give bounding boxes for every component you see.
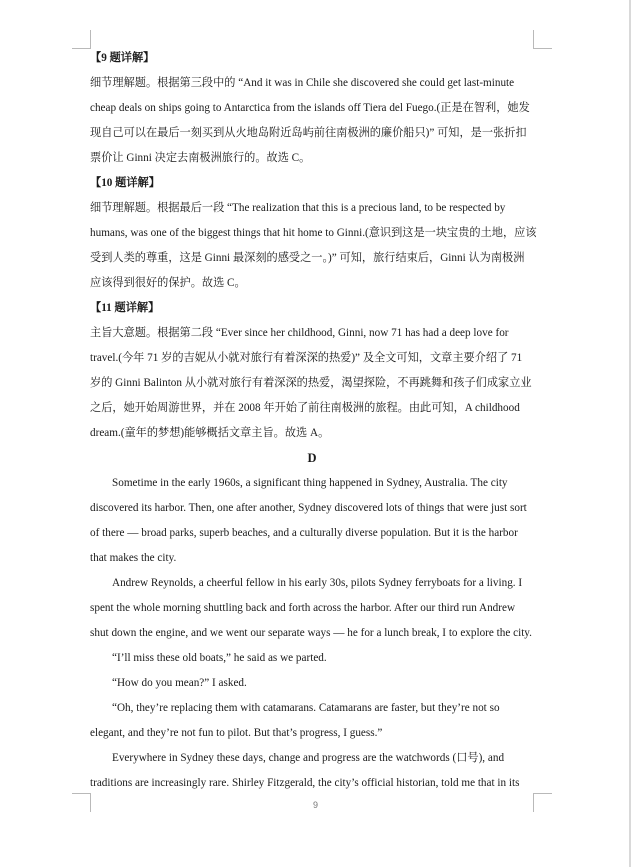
- text-line: dream.(童年的梦想)能够概括文章主旨。故选 A。: [90, 427, 330, 439]
- passage-line: Andrew Reynolds, a cheerful fellow in his early 30s, pilots Sydney ferryboats for a living. I: [112, 577, 523, 589]
- passage-line: “I’ll miss these old boats,” he said as we parted.: [112, 652, 327, 664]
- passage-line: discovered its harbor. Then, one after another, Sydney discovered lots of things that were just sort: [90, 502, 527, 514]
- text-line: 受到人类的尊重，这是 Ginni 最深刻的感受之一。)” 可知，旅行结束后，Ginni 认为南极洲: [90, 252, 525, 264]
- section-heading: 【11 题详解】: [90, 302, 160, 314]
- text-line: 细节理解题。根据第三段中的 “And it was in Chile she discovered she could get last-minute: [90, 77, 515, 89]
- page-number: 9: [312, 800, 318, 810]
- text-line: travel.(今年 71 岁的吉妮从小就对旅行有着深深的热爱)” 及全文可知，文章主要介绍了 71: [90, 352, 523, 364]
- passage-line: spent the whole morning shuttling back and forth across the harbor. After our third run Andrew: [90, 602, 516, 614]
- corner-mark-top-left: [72, 30, 91, 49]
- text-line: 票价让 Ginni 决定去南极洲旅行的。故选 C。: [90, 152, 311, 164]
- passage-line: Everywhere in Sydney these days, change and progress are the watchwords (口号), and: [112, 752, 505, 764]
- document-body: [90, 46, 537, 796]
- passage-title: D: [307, 451, 317, 465]
- text-line: 之后，她开始周游世界，并在 2008 年开始了前往南极洲的旅程。由此可知，A childhood: [90, 402, 520, 414]
- text-line: 主旨大意题。根据第二段 “Ever since her childhood, Ginni, now 71 has had a deep love for: [90, 327, 509, 339]
- text-line: cheap deals on ships going to Antarctica from the islands off Tiera del Fuego.(正是在智利，她发: [90, 102, 530, 114]
- passage-line: of there — broad parks, superb beaches, and a culturally diverse population. But it is the harbor: [90, 527, 518, 539]
- passage-d: [90, 446, 534, 796]
- section-q11: [90, 296, 534, 446]
- section-heading: 【10 题详解】: [90, 177, 160, 189]
- passage-line: traditions are increasingly rare. Shirley Fitzgerald, the city’s official historian, told me that in its: [90, 777, 520, 789]
- text-line: 现自己可以在最后一刻买到从火地岛附近岛屿前往南极洲的廉价船只)” 可知，是一张折扣: [90, 127, 527, 139]
- passage-line: elegant, and they’re not fun to pilot. But that’s progress, I guess.”: [90, 727, 383, 739]
- corner-mark-top-right: [533, 30, 552, 49]
- text-line: 细节理解题。根据最后一段 “The realization that this is a precious land, to be respected by: [90, 202, 506, 214]
- text-line: 应该得到很好的保护。故选 C。: [90, 277, 246, 289]
- section-q10: [90, 171, 537, 296]
- passage-line: “How do you mean?” I asked.: [112, 677, 247, 689]
- passage-line: “Oh, they’re replacing them with catamarans. Catamarans are faster, but they’re not so: [112, 702, 500, 714]
- section-q9: [90, 46, 534, 171]
- passage-line: shut down the engine, and we went our separate ways — he for a lunch break, I to explore the city.: [90, 627, 532, 639]
- passage-line: Sometime in the early 1960s, a significant thing happened in Sydney, Australia. The city: [112, 477, 508, 489]
- text-line: 岁的 Ginni Balinton 从小就对旅行有着深深的热爱，渴望探险，不再跳舞和孩子们成家立业: [90, 377, 532, 389]
- text-line: humans, was one of the biggest things that hit home to Ginni.(意识到这是一块宝贵的土地，应该: [90, 227, 537, 239]
- section-heading: 【9 题详解】: [90, 52, 155, 64]
- passage-line: that makes the city.: [90, 552, 177, 564]
